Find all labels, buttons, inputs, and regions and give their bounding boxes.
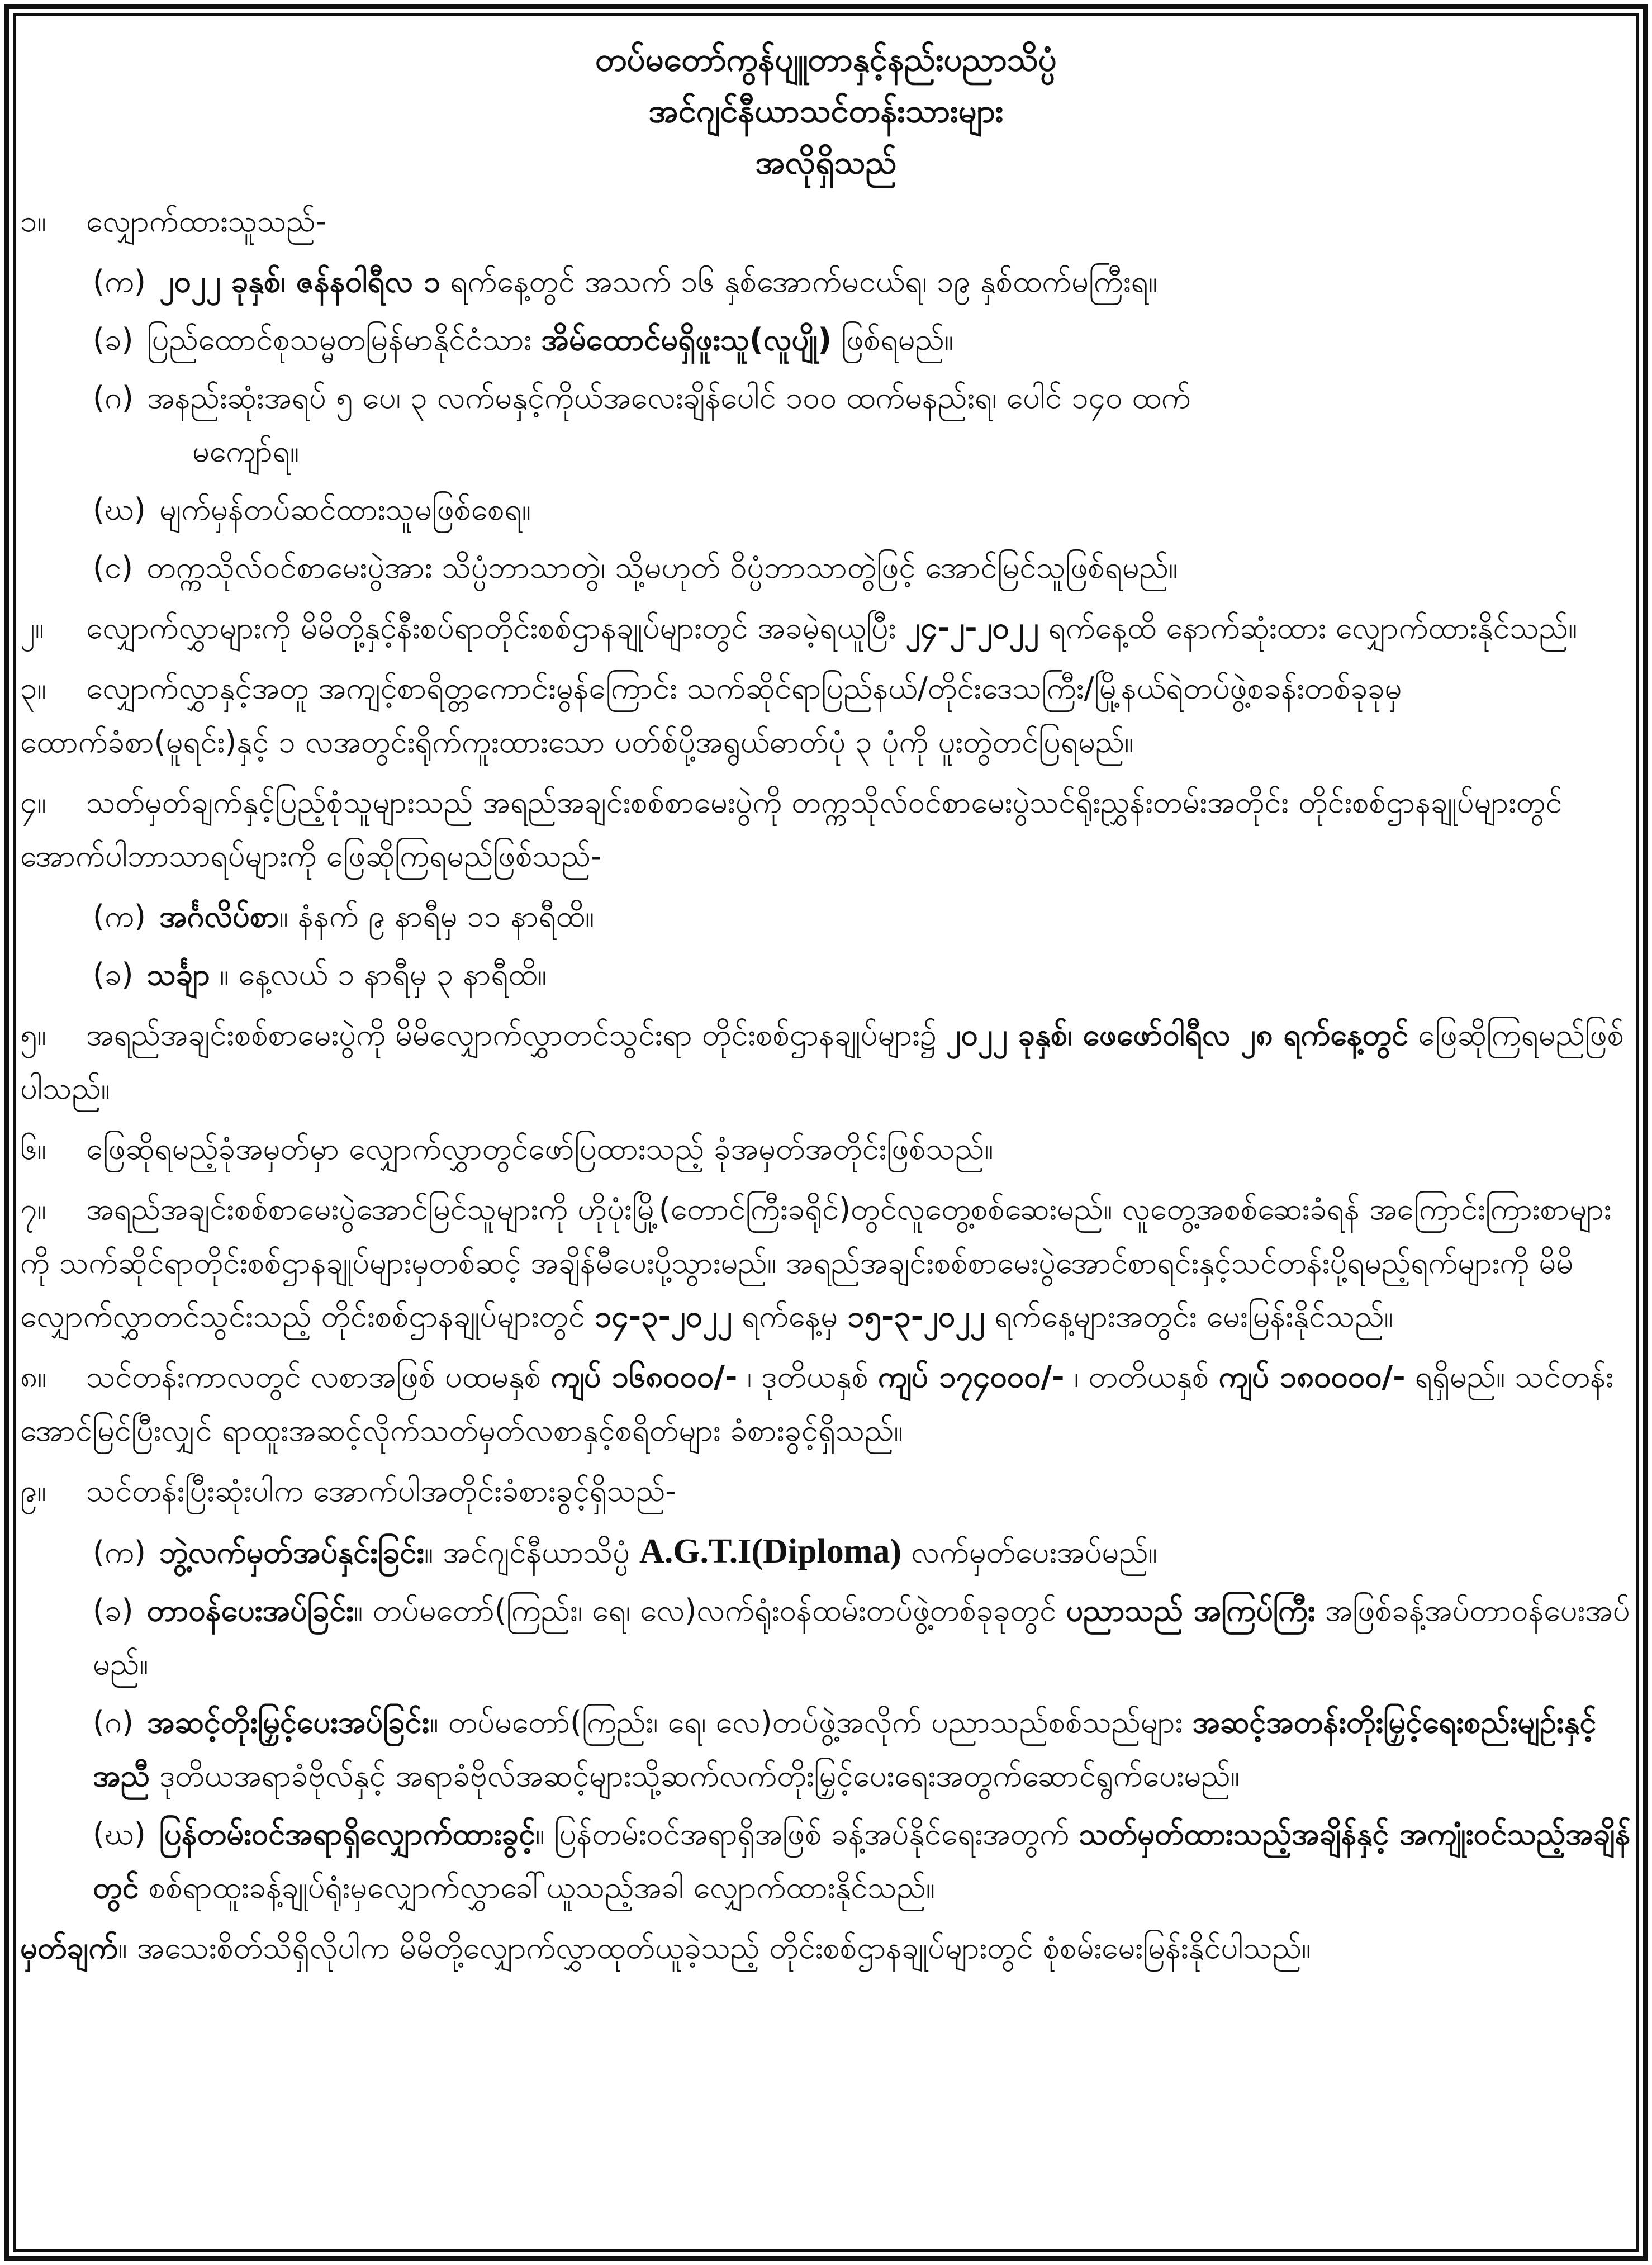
note-text: ။ အသေးစိတ်သိရှိလိုပါက မိမိတို့လျှောက်လွှာထုတ်ယူခဲ့သည့် တိုင်းစစ်ဌာနချုပ်များတွင် စုံစမ်းမေးမြန်းနိုင်ပါသည်။ xyxy=(118,1930,1311,1965)
sub-text: အဖြစ်ခန့်အပ်တာဝန်ပေးအပ်မည်။ xyxy=(93,1593,1630,1682)
item-1-sub-b xyxy=(20,313,1632,367)
item-text: ရရှိမည်။ သင်တန်းအောင်မြင်ပြီးလျှင် ရာထူးအဆင့်လိုက်သတ်မှတ်လစာနှင့်စရိတ်များ ခံစားခွင့်ရှိသည်။ xyxy=(20,1359,1613,1448)
item-9-sub-c xyxy=(20,1696,1632,1803)
item-number: ၆။ xyxy=(20,1131,46,1166)
item-text: လျှောက်ထားသူသည်- xyxy=(86,203,326,239)
sub-text: ။ နေ့လယ် ၁ နာရီမှ ၃ နာရီထိ။ xyxy=(210,957,547,992)
item-number: ၂။ xyxy=(20,610,44,645)
item-text: သင်တန်းပြီးဆုံးပါက အောက်ပါအတိုင်းခံစားခွင့်ရှိသည်- xyxy=(86,1473,676,1508)
salary-year-3: ကျပ် ၁၈၀၀၀၀/- xyxy=(1218,1359,1406,1394)
sub-tag: (င) xyxy=(93,550,134,585)
sub-text: ။ တပ်မတော်(ကြည်း၊ ရေ၊ လေ)လက်ရုံးဝန်ထမ်းတပ်ဖွဲ့တစ်ခုခုတွင် xyxy=(353,1593,1066,1628)
sub-tag: (က) xyxy=(93,264,146,299)
item-7 xyxy=(20,1183,1632,1343)
item-text: လျှောက်လွှာနှင့်အတူ အကျင့်စာရိတ္တကောင်းမွန်ကြောင်း သက်ဆိုင်ရာပြည်နယ်/တိုင်းဒေသကြီး/မြို့နယ်ရဲတပ်ဖွဲ့စခန်းတစ်ခုခုမှ ထောက်ခံစာ(မူရင်း)နှင့် ၁ လအတွင်းရိုက်ကူးထားသော ပတ်စ်ပို့အရွယ်ဓာတ်ပုံ ၃ ပုံကို ပူးတွဲတင်ပြရမည်။ xyxy=(20,671,1402,759)
salary-year-2: ကျပ် ၁၇၄၀၀၀/- xyxy=(877,1359,1065,1394)
item-4-sub-a xyxy=(20,890,1632,943)
sub-text: ဖြစ်ရမည်။ xyxy=(832,322,953,357)
item-2 xyxy=(20,601,1632,655)
item-text: ဖြေဆိုကြရမည်ဖြစ်ပါသည်။ xyxy=(20,1017,1625,1106)
sub-text: စစ်ရာထူးခန့်ချုပ်ရုံးမှလျှောက်လွှာခေါ်ယူသည့်အခါ လျှောက်ထားနိုင်သည်။ xyxy=(139,1870,935,1905)
deadline-date: ၂၄-၂-၂၀၂၂ xyxy=(905,610,1039,645)
sub-text: လက်မှတ်ပေးအပ်မည်။ xyxy=(901,1535,1157,1570)
sub-bold: ပညာသည် အကြပ်ကြီး xyxy=(1066,1593,1316,1628)
sub-tag: (ခ) xyxy=(93,322,134,357)
sub-bold: တာဝန်ပေးအပ်ခြင်း xyxy=(146,1593,354,1628)
sub-bold: အိမ်ထောင်မရှိဖူးသူ(လူပျို) xyxy=(541,322,832,357)
item-text: သင်တန်းကာလတွင် လစာအဖြစ် ပထမနှစ် xyxy=(86,1359,551,1394)
sub-bold: ပြန်တမ်းဝင်အရာရှိလျှောက်ထားခွင့် xyxy=(159,1816,535,1851)
item-8 xyxy=(20,1350,1632,1457)
item-number: ၁။ xyxy=(20,203,46,239)
sub-bold: ၂၀၂၂ ခုနှစ်၊ ဇန်နဝါရီလ ၁ xyxy=(159,264,441,299)
sub-text: ဒုတိယအရာခံဗိုလ်နှင့် အရာခံဗိုလ်အဆင့်များသို့ဆက်လက်တိုးမြှင့်ပေးရေးအတွက်ဆောင်ရွက်ပေးမည်။ xyxy=(149,1758,1240,1793)
inquiry-end-date: ၁၅-၃-၂၀၂၂ xyxy=(847,1299,985,1334)
item-1-sub-e xyxy=(20,541,1632,595)
sub-tag: (ဂ) xyxy=(93,1704,134,1740)
sub-text: အနည်းဆုံးအရပ် ၅ ပေ၊ ၃ လက်မနှင့်ကိုယ်အလေးချိန်ပေါင် ၁၀၀ ထက်မနည်းရ၊ ပေါင် ၁၄၀ ထက် xyxy=(146,380,1191,415)
item-text: ရက်နေ့ထိ နောက်ဆုံးထား လျှောက်ထားနိုင်သည်။ xyxy=(1038,610,1578,645)
sub-tag: (ဂ) xyxy=(93,380,134,415)
item-number: ၄။ xyxy=(20,785,46,820)
item-1-sub-a xyxy=(20,255,1632,308)
sub-tag: (က) xyxy=(93,1535,146,1570)
diploma-label: A.G.T.I(Diploma) xyxy=(639,1532,902,1570)
item-9-sub-d xyxy=(20,1807,1632,1915)
sub-bold: ဘွဲ့လက်မှတ်အပ်နှင်းခြင်း xyxy=(159,1535,424,1570)
sub-text: ပြည်ထောင်စုသမ္မတမြန်မာနိုင်ငံသား xyxy=(146,322,542,357)
sub-bold: အဆင့်အတန်းတိုးမြှင့်ရေးစည်းမျဉ်းနှင့်အညီ xyxy=(93,1704,1597,1793)
note xyxy=(20,1921,1632,1975)
note-label: မှတ်ချက် xyxy=(20,1930,118,1965)
sub-tag: (ခ) xyxy=(93,957,134,992)
item-9 xyxy=(20,1464,1632,1518)
item-9-sub-b xyxy=(20,1584,1632,1691)
title-line-2: အင်ဂျင်နီယာသင်တန်းသားများ xyxy=(648,92,1004,130)
sub-text: တက္ကသိုလ်ဝင်စာမေးပွဲအား သိပ္ပံဘာသာတွဲ၊ သို့မဟုတ် ဝိပ္ပံဘာသာတွဲဖြင့် အောင်မြင်သူဖြစ်ရမည်။ xyxy=(146,550,1178,585)
item-text: ရက်နေ့များအတွင်း မေးမြန်းနိုင်သည်။ xyxy=(985,1299,1393,1334)
inquiry-start-date: ၁၄-၃-၂၀၂၂ xyxy=(595,1299,732,1334)
sub-tag: (ခ) xyxy=(93,1593,134,1628)
item-text: ၊ တတိယနှစ် xyxy=(1064,1359,1219,1394)
item-4-sub-b xyxy=(20,948,1632,1001)
sub-tag: (ဃ) xyxy=(93,1816,146,1851)
item-number: ၅။ xyxy=(20,1017,46,1052)
item-text: ၊ ဒုတိယနှစ် xyxy=(737,1359,878,1394)
subject-english: အင်္ဂလိပ်စာ xyxy=(159,899,279,934)
exam-date: ၂၀၂၂ ခုနှစ်၊ ဖေဖော်ဝါရီလ ၂၈ ရက်နေ့တွင် xyxy=(946,1017,1409,1052)
item-number: ၇။ xyxy=(20,1191,46,1227)
title-line-3: အလိုရှိသည် xyxy=(755,143,897,181)
item-number: ၉။ xyxy=(20,1473,46,1508)
item-number: ၃။ xyxy=(20,671,46,706)
sub-text: ။ နံနက် ၉ နာရီမှ ၁၁ နာရီထိ။ xyxy=(279,899,595,934)
advertisement-body xyxy=(20,34,1632,1982)
sub-bold: သတ်မှတ်ထားသည့်အချိန်နှင့် အကျုံးဝင်သည့်အချိန်တွင် xyxy=(93,1816,1631,1905)
item-text: လျှောက်လွှာများကို မိမိတို့နှင့်နီးစပ်ရာတိုင်းစစ်ဌာနချုပ်များတွင် အခမဲ့ရယူပြီး xyxy=(86,610,906,645)
sub-tag: (က) xyxy=(93,899,146,934)
item-1-sub-d xyxy=(20,483,1632,536)
sub-text: ။ တပ်မတော်(ကြည်း၊ ရေ၊ လေ)တပ်ဖွဲ့အလိုက် ပညာသည်စစ်သည်များ xyxy=(429,1704,1193,1740)
sub-tag: (ဃ) xyxy=(93,492,146,527)
subject-math: သင်္ချာ xyxy=(146,957,210,992)
item-text: အရည်အချင်းစစ်စာမေးပွဲကို မိမိလျှောက်လွှာတင်သွင်းရာ တိုင်းစစ်ဌာနချုပ်များ၌ xyxy=(86,1017,946,1052)
item-text: ရက်နေ့မှ xyxy=(732,1299,848,1334)
sub-text: ရက်နေ့တွင် အသက် ၁၆ နှစ်အောက်မငယ်ရ၊ ၁၉ နှစ်ထက်မကြီးရ။ xyxy=(440,264,1157,299)
sub-bold: အဆင့်တိုးမြှင့်ပေးအပ်ခြင်း xyxy=(146,1704,430,1740)
item-9-sub-a xyxy=(20,1525,1632,1579)
item-number: ၈။ xyxy=(20,1359,47,1394)
salary-year-1: ကျပ် ၁၆၈၀၀၀/- xyxy=(550,1359,738,1394)
item-text: အရည်အချင်းစစ်စာမေးပွဲအောင်မြင်သူများကို ဟိုပုံးမြို့(တောင်ကြီးခရိုင်)တွင်လူတွေ့စစ်ဆေးမည်။ လူတွေ့အစစ်ဆေးခံရန် အကြောင်းကြားစာများကို သက်ဆိုင်ရာတိုင်းစစ်ဌာနချုပ်များမှတစ်ဆင့် အချိန်မီပေးပို့သွားမည်။ အရည်အချင်းစစ်စာမေးပွဲအောင်စာရင်းနှင့်သင်တန်းပို့ရမည့်ရက်များကို မိမိလျှောက်လွှာတင်သွင်းသည့် တိုင်းစစ်ဌာနချုပ်များတွင် xyxy=(20,1191,1612,1334)
item-text: သတ်မှတ်ချက်နှင့်ပြည့်စုံသူများသည် အရည်အချင်းစစ်စာမေးပွဲကို တက္ကသိုလ်ဝင်စာမေးပွဲသင်ရိုးညွှန်းတမ်းအတိုင်း တိုင်းစစ်ဌာနချုပ်များတွင် အောက်ပါဘာသာရပ်များကို ဖြေဆိုကြရမည်ဖြစ်သည်- xyxy=(20,785,1563,873)
sub-text: မျက်မှန်တပ်ဆင်ထားသူမဖြစ်စေရ။ xyxy=(159,492,531,527)
item-1 xyxy=(20,194,1632,248)
sub-text-continuation: မကျော်ရ။ xyxy=(192,434,300,469)
title-line-1: တပ်မတော်ကွန်ပျူတာနှင့်နည်းပညာသိပ္ပံ xyxy=(595,40,1057,78)
item-4 xyxy=(20,776,1632,883)
sub-text: ။ ပြန်တမ်းဝင်အရာရှိအဖြစ် ခန့်အပ်နိုင်ရေးအတွက် xyxy=(535,1816,1079,1851)
item-text: ဖြေဆိုရမည့်ခုံအမှတ်မှာ လျှောက်လွှာတွင်ဖော်ပြထားသည့် ခုံအမှတ်အတိုင်းဖြစ်သည်။ xyxy=(86,1131,994,1166)
item-1-sub-c xyxy=(20,371,1632,478)
item-3 xyxy=(20,662,1632,769)
item-6 xyxy=(20,1122,1632,1176)
item-5 xyxy=(20,1008,1632,1115)
sub-text: ။ အင်ဂျင်နီယာသိပ္ပံ xyxy=(424,1535,640,1570)
